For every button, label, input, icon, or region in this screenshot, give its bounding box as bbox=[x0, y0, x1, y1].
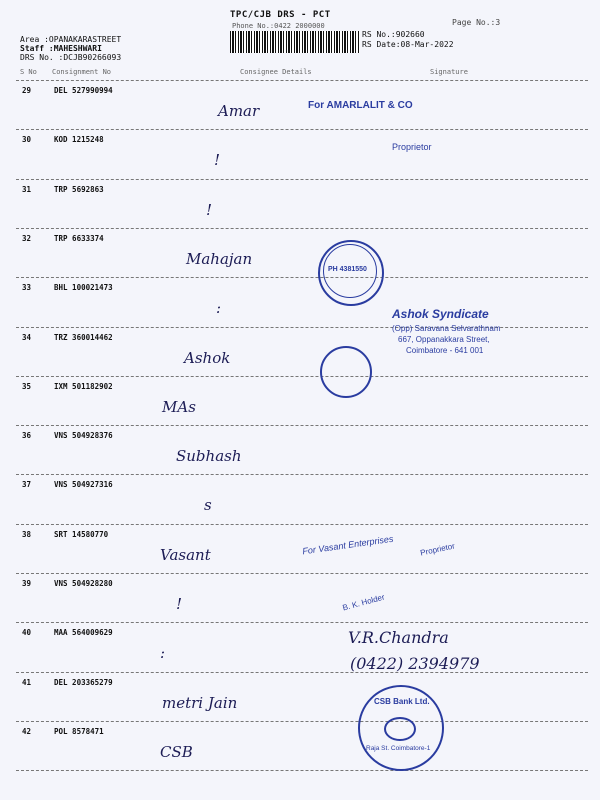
row-sno: 32 bbox=[22, 233, 32, 243]
row-signature: Ashok bbox=[184, 348, 231, 367]
row-divider bbox=[16, 129, 588, 130]
row-consignment-no: DEL 203365279 bbox=[54, 677, 113, 687]
area-label: Area :OPANAKARASTREET bbox=[20, 35, 122, 44]
row-consignment-no: TRP 6633374 bbox=[54, 233, 104, 243]
table-row bbox=[0, 86, 600, 135]
row-divider bbox=[16, 770, 588, 771]
row-divider bbox=[16, 228, 588, 229]
row-sno: 37 bbox=[22, 480, 32, 490]
row-signature: Vasant bbox=[160, 545, 211, 564]
row-consignment-no: TRZ 360014462 bbox=[54, 332, 113, 342]
row-sno: 35 bbox=[22, 381, 32, 391]
header-divider bbox=[16, 80, 588, 81]
row-divider bbox=[16, 327, 588, 328]
row-consignment-no: DEL 527990994 bbox=[54, 86, 113, 95]
row-divider bbox=[16, 277, 588, 278]
ashok-stamp-line3: Coimbatore - 641 001 bbox=[406, 346, 484, 355]
table-row bbox=[0, 234, 600, 283]
row-divider bbox=[16, 425, 588, 426]
row-consignment-no: VNS 504928280 bbox=[54, 579, 113, 588]
row-signature: metri Jain bbox=[162, 693, 238, 712]
round-seal-35 bbox=[320, 346, 372, 398]
row-divider bbox=[16, 179, 588, 180]
table-row bbox=[0, 185, 600, 234]
ashok-stamp-name: Ashok Syndicate bbox=[392, 307, 489, 321]
row-sno: 33 bbox=[22, 283, 32, 293]
row-divider bbox=[16, 721, 588, 722]
row-sno: 30 bbox=[22, 135, 32, 145]
table-row bbox=[0, 678, 600, 727]
column-header-signature: Signature bbox=[430, 68, 468, 76]
csb-seal-name: CSB Bank Ltd. bbox=[374, 697, 430, 706]
table-row bbox=[0, 333, 600, 382]
ashok-stamp-line2: 667, Oppanakkara Street, bbox=[398, 335, 490, 344]
ashok-stamp-line1: (Opp) Saravana Selvarathnam bbox=[392, 324, 501, 333]
table-row bbox=[0, 382, 600, 431]
row-sno: 39 bbox=[22, 579, 32, 588]
row-signature: MAs bbox=[162, 397, 196, 416]
row-consignment-no: VNS 504928376 bbox=[54, 431, 113, 441]
rs-date: RS Date:08-Mar-2022 bbox=[362, 40, 454, 49]
row-divider bbox=[16, 573, 588, 574]
row-signature: ! bbox=[214, 151, 221, 170]
row-consignment-no: IXM 501182902 bbox=[54, 381, 113, 391]
row-signature: CSB bbox=[160, 742, 193, 761]
row-consignment-no: MAA 564009629 bbox=[54, 628, 113, 638]
enterprises-seal bbox=[318, 240, 384, 306]
column-header-sno: S No bbox=[20, 68, 37, 76]
csb-logo-icon bbox=[384, 717, 416, 741]
row-consignment-no: SRT 14580770 bbox=[54, 529, 109, 539]
row-sno: 34 bbox=[22, 332, 32, 342]
contact-name-handwritten: V.R.Chandra bbox=[348, 628, 449, 647]
table-row bbox=[0, 431, 600, 480]
row-sno: 38 bbox=[22, 529, 32, 539]
row-sno: 36 bbox=[22, 431, 32, 441]
row-sno: 42 bbox=[22, 726, 32, 736]
csb-bank-seal bbox=[358, 685, 444, 771]
csb-seal-place: Raja St. Coimbatore-1 bbox=[366, 745, 431, 752]
row-signature: Subhash bbox=[176, 447, 242, 466]
table-row bbox=[0, 530, 600, 579]
table-row bbox=[0, 628, 600, 677]
row-sno: 29 bbox=[22, 86, 32, 95]
table-row bbox=[0, 283, 600, 332]
rs-number: RS No.:902660 bbox=[362, 30, 425, 39]
row-divider bbox=[16, 622, 588, 623]
row-consignment-no: BHL 100021473 bbox=[54, 283, 113, 293]
table-row bbox=[0, 727, 600, 776]
barcode bbox=[230, 31, 360, 53]
column-header-consignee: Consignee Details bbox=[240, 68, 312, 76]
row-consignment-no: TRP 5692863 bbox=[54, 184, 104, 194]
row-signature: Amar bbox=[218, 102, 260, 120]
phone-number: Phone No.:0422 2000000 bbox=[232, 22, 325, 30]
row-divider bbox=[16, 672, 588, 673]
row-sno: 40 bbox=[22, 628, 32, 638]
row-signature: ! bbox=[206, 200, 213, 219]
table-row bbox=[0, 480, 600, 529]
contact-phone-handwritten: (0422) 2394979 bbox=[350, 654, 480, 673]
enterprises-seal-phone: PH 4381550 bbox=[328, 266, 367, 273]
vasant-stamp-name: For Vasant Enterprises bbox=[301, 533, 394, 557]
row-signature: Mahajan bbox=[186, 249, 253, 268]
row-signature: : bbox=[216, 299, 222, 318]
staff-label: Staff :MAHESHWARI bbox=[20, 44, 102, 53]
row-divider bbox=[16, 524, 588, 525]
page-title: TPC/CJB DRS - PCT bbox=[230, 10, 331, 20]
table-row bbox=[0, 135, 600, 184]
holder-stamp: B. K. Holder bbox=[341, 592, 386, 613]
row-sno: 31 bbox=[22, 184, 32, 194]
amarlalit-stamp-role: Proprietor bbox=[392, 142, 432, 152]
amarlalit-stamp-name: For AMARLALIT & CO bbox=[308, 100, 413, 111]
drs-number: DRS No. :DCJB90266093 bbox=[20, 53, 122, 62]
vasant-stamp-role: Proprietor bbox=[419, 541, 456, 558]
row-divider bbox=[16, 376, 588, 377]
row-consignment-no: VNS 504927316 bbox=[54, 480, 113, 490]
row-signature: ! bbox=[176, 595, 183, 613]
row-signature: s bbox=[204, 496, 212, 515]
page-number: Page No.:3 bbox=[452, 18, 501, 27]
row-signature: : bbox=[160, 644, 166, 663]
row-consignment-no: POL 8578471 bbox=[54, 726, 104, 736]
column-header-consignment: Consignment No bbox=[52, 68, 112, 76]
table-row bbox=[0, 579, 600, 628]
row-consignment-no: KOD 1215248 bbox=[54, 135, 104, 145]
row-divider bbox=[16, 474, 588, 475]
row-sno: 41 bbox=[22, 677, 32, 687]
